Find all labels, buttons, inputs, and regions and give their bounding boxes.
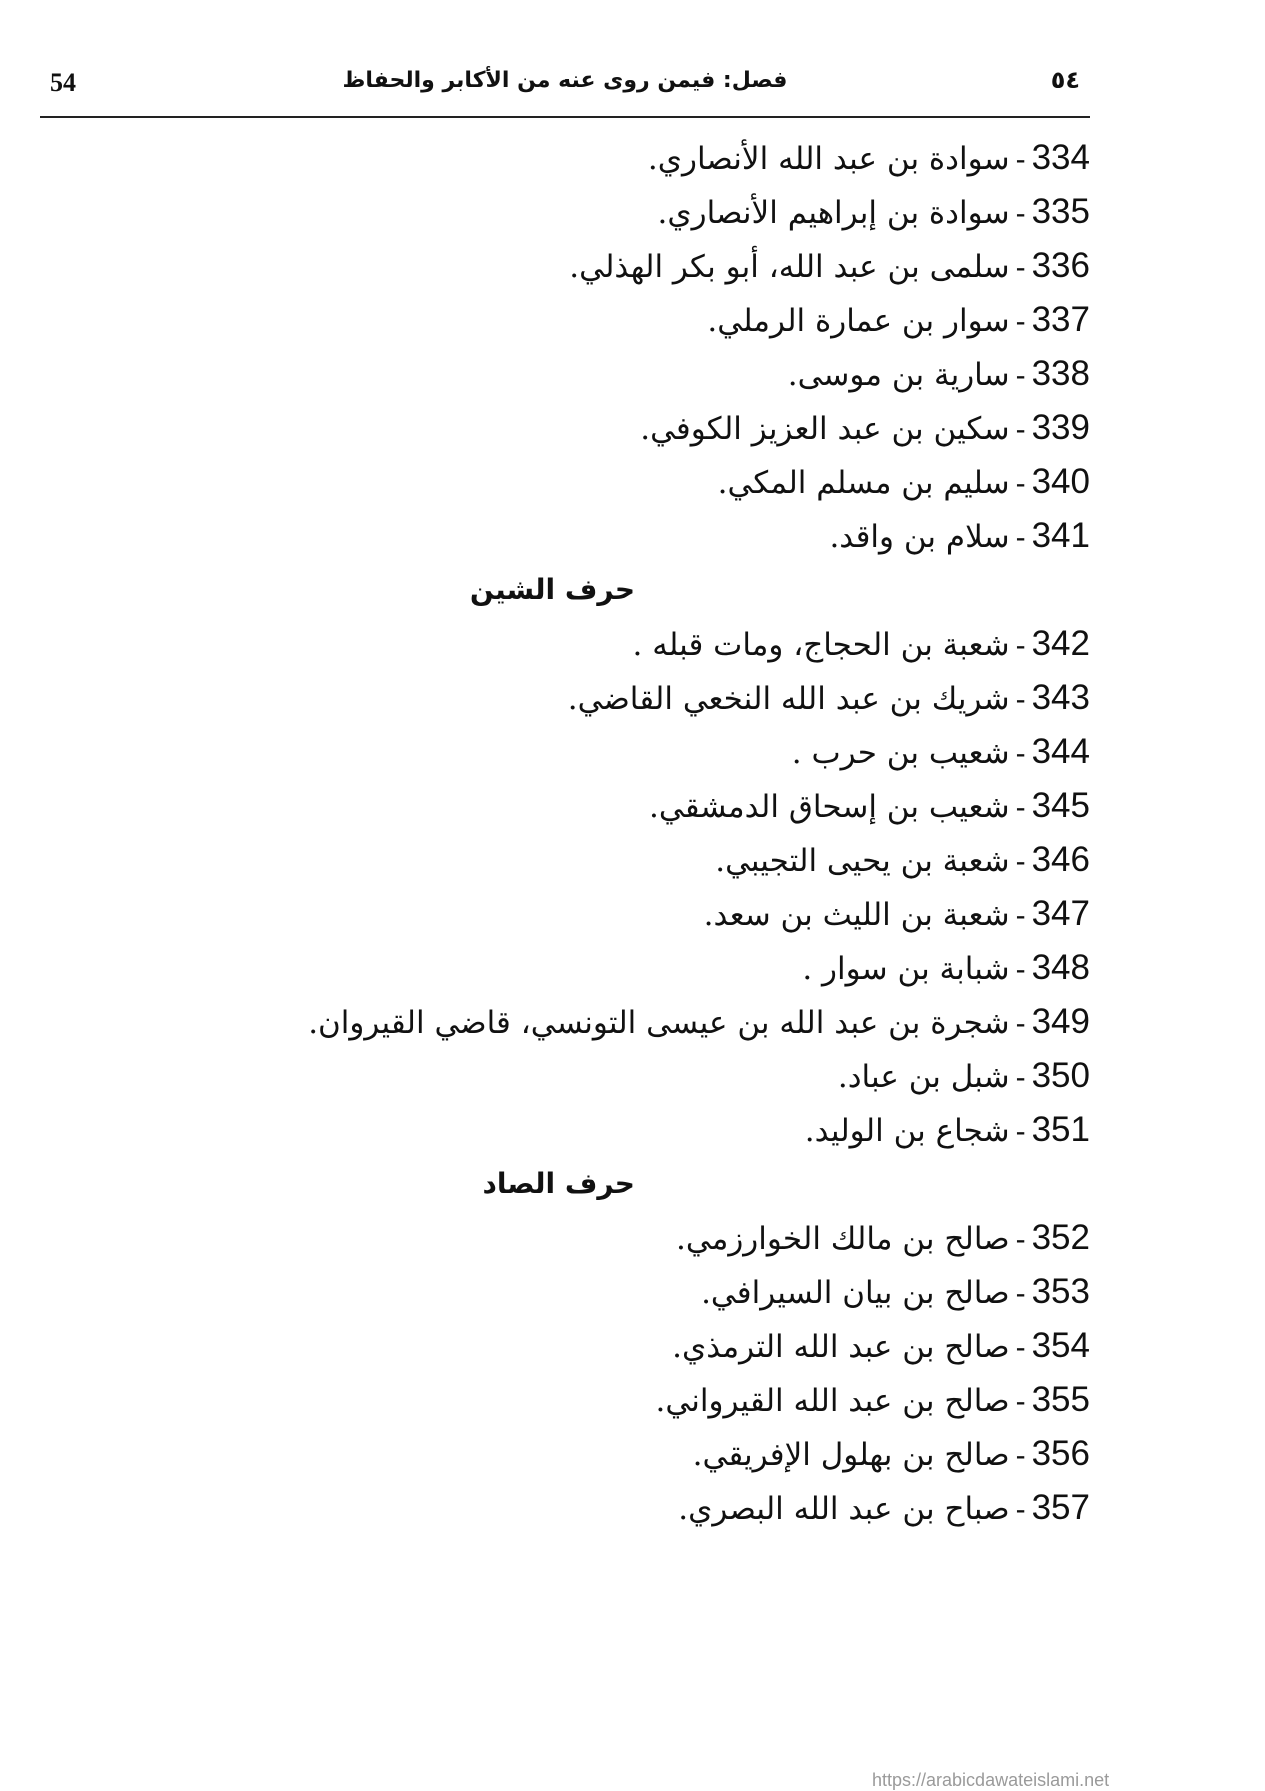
entry-number: 337 [1031,300,1090,339]
entry-text: سلام بن واقد. [829,519,1010,555]
list-item: 347-شعبة بن الليث بن سعد. [703,894,1090,933]
list-item: 346-شعبة بن يحيى التجيبي. [715,840,1090,879]
entry-number: 346 [1031,840,1090,879]
list-item: 350-شبل بن عباد. [837,1056,1090,1095]
entry-number: 357 [1031,1488,1090,1527]
entry-number: 338 [1031,354,1090,393]
list-item: 339-سكين بن عبد العزيز الكوفي. [640,408,1090,447]
entry-text: سوار بن عمارة الرملي. [707,303,1010,339]
list-item: 342-شعبة بن الحجاج، ومات قبله . [632,624,1090,663]
list-item: 334-سوادة بن عبد الله الأنصاري. [647,138,1090,177]
page-header [40,68,1090,112]
entry-number: 355 [1031,1380,1090,1419]
watermark-url: https://arabicdawateislami.net [872,1770,1110,1790]
list-item: 341-سلام بن واقد. [829,516,1090,555]
page-number-arabic: ٥٤ [1050,66,1080,94]
entry-number: 351 [1031,1110,1090,1149]
entry-number: 340 [1031,462,1090,501]
entry-text: شبابة بن سوار . [802,951,1010,987]
entry-number: 334 [1031,138,1090,177]
list-item: 335-سوادة بن إبراهيم الأنصاري. [657,192,1090,231]
entry-number: 344 [1031,732,1090,771]
entry-number: 335 [1031,192,1090,231]
list-item: 349-شجرة بن عبد الله بن عيسى التونسي، قاضي القيروان. [308,1002,1090,1041]
entry-text: شعيب بن حرب . [791,735,1010,771]
list-item: 337-سوار بن عمارة الرملي. [707,300,1090,339]
entry-text: سليم بن مسلم المكي. [717,465,1010,501]
list-item: 338-سارية بن موسى. [787,354,1090,393]
entry-number: 342 [1031,624,1090,663]
page-number-latin: 54 [50,68,76,97]
entry-number: 343 [1031,678,1090,717]
list-item: 354-صالح بن عبد الله الترمذي. [672,1326,1090,1365]
entry-text: شعبة بن الليث بن سعد. [703,897,1010,933]
list-item: 345-شعيب بن إسحاق الدمشقي. [649,786,1090,825]
list-item: 336-سلمى بن عبد الله، أبو بكر الهذلي. [569,246,1090,285]
entry-text: صالح بن بهلول الإفريقي. [692,1437,1010,1473]
list-item: 340-سليم بن مسلم المكي. [717,462,1090,501]
list-item: 344-شعيب بن حرب . [791,732,1090,771]
entry-number: 336 [1031,246,1090,285]
entry-text: سارية بن موسى. [787,357,1010,393]
list-item: 352-صالح بن مالك الخوارزمي. [676,1218,1090,1257]
list-item: 355-صالح بن عبد الله القيرواني. [655,1380,1090,1419]
entry-number: 341 [1031,516,1090,555]
entry-number: 354 [1031,1326,1090,1365]
entry-number: 350 [1031,1056,1090,1095]
entry-text: شعبة بن الحجاج، ومات قبله . [632,627,1010,663]
entry-number: 339 [1031,408,1090,447]
entry-text: صالح بن عبد الله الترمذي. [672,1329,1010,1365]
list-item: 357-صباح بن عبد الله البصري. [678,1488,1090,1527]
entry-text: شريك بن عبد الله النخعي القاضي. [567,681,1010,717]
entry-number: 347 [1031,894,1090,933]
section-heading-sad: حرف الصاد [482,1167,635,1200]
entry-text: سوادة بن إبراهيم الأنصاري. [657,195,1010,231]
section-heading-shin: حرف الشين [469,573,635,606]
entry-text: شبل بن عباد. [837,1059,1010,1095]
entry-number: 353 [1031,1272,1090,1311]
entry-text: سوادة بن عبد الله الأنصاري. [647,141,1010,177]
entry-text: شعيب بن إسحاق الدمشقي. [649,789,1010,825]
entry-number: 356 [1031,1434,1090,1473]
entry-text: شجاع بن الوليد. [804,1113,1010,1149]
entry-text: صالح بن بيان السيرافي. [701,1275,1010,1311]
entry-text: شعبة بن يحيى التجيبي. [715,843,1010,879]
entry-text: سلمى بن عبد الله، أبو بكر الهذلي. [569,249,1010,285]
entry-text: صباح بن عبد الله البصري. [678,1491,1010,1527]
entry-number: 345 [1031,786,1090,825]
entry-number: 352 [1031,1218,1090,1257]
running-title: فصل: فيمن روى عنه من الأكابر والحفاظ [342,68,788,93]
list-item: 356-صالح بن بهلول الإفريقي. [692,1434,1090,1473]
list-item: 348-شبابة بن سوار . [802,948,1090,987]
list-item: 343-شريك بن عبد الله النخعي القاضي. [567,678,1090,717]
header-divider [40,116,1090,118]
entry-number: 348 [1031,948,1090,987]
entry-text: صالح بن عبد الله القيرواني. [655,1383,1010,1419]
entry-text: سكين بن عبد العزيز الكوفي. [640,411,1010,447]
entry-text: صالح بن مالك الخوارزمي. [676,1221,1010,1257]
entry-text: شجرة بن عبد الله بن عيسى التونسي، قاضي القيروان. [308,1005,1010,1041]
list-item: 351-شجاع بن الوليد. [804,1110,1090,1149]
list-item: 353-صالح بن بيان السيرافي. [701,1272,1090,1311]
entry-number: 349 [1031,1002,1090,1041]
